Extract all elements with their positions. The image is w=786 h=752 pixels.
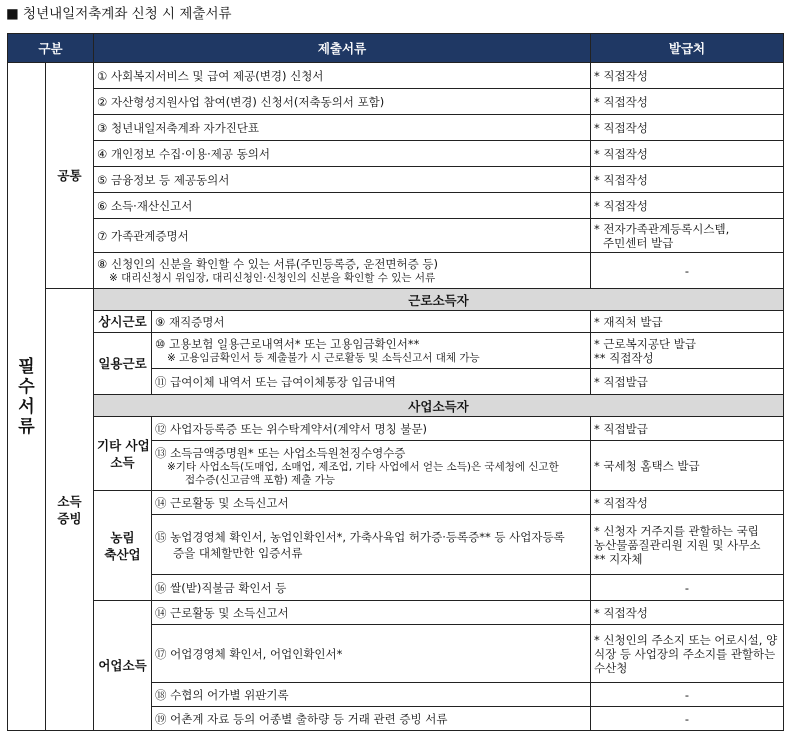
issuer-cell: * 직접작성 xyxy=(591,601,784,625)
common-label: 공통 xyxy=(46,63,94,289)
doc-cell: ④ 개인정보 수집·이용·제공 동의서 xyxy=(94,141,591,167)
doc-cell: ⑭ 근로활동 및 소득신고서 xyxy=(152,491,591,515)
doc-cell: ⑲ 어촌계 자료 등의 어종별 출하량 등 거래 관련 증빙 서류 xyxy=(152,707,591,731)
income-proof-label: 소득 증빙 xyxy=(46,289,94,731)
doc-cell: ⑬ 소득금액증명원* 또는 사업소득원천징수영수증 ※기타 사업소득(도매업, 소매업, 제조업, 기타 사업에서 얻는 소득)은 국세청에 신고한 접수증(신고금액 포함) 제출 가능 xyxy=(152,441,591,491)
group-row xyxy=(8,289,784,311)
header-issuer: 발급처 xyxy=(591,34,784,63)
doc-cell: ⑧ 신청인의 신분을 확인할 수 있는 서류(주민등록증, 운전면허증 등) ※ 대리신청시 위임장, 대리신청인·신청인의 신분을 확인할 수 있는 서류 xyxy=(94,253,591,289)
issuer-cell: * 직접작성 xyxy=(591,115,784,141)
issuer-cell: * 국세청 홈택스 발급 xyxy=(591,441,784,491)
issuer-cell: * 재직처 발급 xyxy=(591,311,784,333)
group-row xyxy=(8,395,784,417)
table-header-row xyxy=(8,34,784,63)
issuer-cell: * 신청자 거주지를 관할하는 국립 농산물품질관리원 지원 및 사무소 ** 지자체 xyxy=(591,515,784,575)
documents-table xyxy=(7,33,784,731)
doc-cell: ⑭ 근로활동 및 소득신고서 xyxy=(152,601,591,625)
regular-labor-label: 상시근로 xyxy=(94,311,152,333)
doc-cell: ⑱ 수협의 어가별 위판기록 xyxy=(152,683,591,707)
business-group-header: 사업소득자 xyxy=(94,395,784,417)
issuer-cell: - xyxy=(591,707,784,731)
doc-cell: ⑦ 가족관계증명서 xyxy=(94,219,591,253)
issuer-cell: * 직접작성 xyxy=(591,491,784,515)
doc-cell: ⑫ 사업자등록증 또는 위수탁계약서(계약서 명칭 불문) xyxy=(152,417,591,441)
doc-cell: ③ 청년내일저축계좌 자가진단표 xyxy=(94,115,591,141)
table-row xyxy=(8,141,784,167)
table-row xyxy=(8,193,784,219)
table-row xyxy=(8,89,784,115)
fishery-label: 어업소득 xyxy=(94,601,152,731)
issuer-cell: * 직접발급 xyxy=(591,369,784,395)
other-business-label: 기타 사업 소득 xyxy=(94,417,152,491)
table-row xyxy=(8,333,784,369)
labor-group-header: 근로소득자 xyxy=(94,289,784,311)
issuer-cell: * 직접작성 xyxy=(591,193,784,219)
header-category: 구분 xyxy=(8,34,94,63)
page-title: ■ 청년내일저축계좌 신청 시 제출서류 xyxy=(6,6,232,22)
table-row xyxy=(8,601,784,625)
table-row xyxy=(8,491,784,515)
issuer-cell: * 직접작성 xyxy=(591,167,784,193)
issuer-cell: - xyxy=(591,575,784,601)
doc-cell: ⑪ 급여이체 내역서 또는 급여이체통장 입금내역 xyxy=(152,369,591,395)
doc-cell: ⑥ 소득·재산신고서 xyxy=(94,193,591,219)
issuer-cell: * 직접작성 xyxy=(591,89,784,115)
issuer-cell: * 직접작성 xyxy=(591,141,784,167)
doc-cell: ⑩ 고용보험 일용근로내역서* 또는 고용임금확인서** ※ 고용임금확인서 등 제출불가 시 근로활동 및 소득신고서 대체 가능 xyxy=(152,333,591,369)
header-documents: 제출서류 xyxy=(94,34,591,63)
table-row xyxy=(8,219,784,253)
doc-cell: ⑯ 쌀(밭)직불금 확인서 등 xyxy=(152,575,591,601)
doc-cell: ⑰ 어업경영체 확인서, 어업인확인서* xyxy=(152,625,591,683)
issuer-cell: * 직접작성 xyxy=(591,63,784,89)
table-row xyxy=(8,417,784,441)
table-row xyxy=(8,311,784,333)
issuer-cell: * 전자가족관계등록시스템, 주민센터 발급 xyxy=(591,219,784,253)
required-docs-label: 필 수 서 류 xyxy=(8,63,46,731)
issuer-cell: - xyxy=(591,253,784,289)
issuer-cell: * 직접발급 xyxy=(591,417,784,441)
table-row xyxy=(8,167,784,193)
daily-labor-label: 일용근로 xyxy=(94,333,152,395)
doc-cell: ② 자산형성지원사업 참여(변경) 신청서(저축동의서 포함) xyxy=(94,89,591,115)
issuer-cell: * 근로복지공단 발급 ** 직접작성 xyxy=(591,333,784,369)
doc-cell: ⑤ 금융정보 등 제공동의서 xyxy=(94,167,591,193)
agri-label: 농림 축산업 xyxy=(94,491,152,601)
table-row xyxy=(8,63,784,89)
issuer-cell: * 신청인의 주소지 또는 어로시설, 양 식장 등 사업장의 주소지를 관할하는 수산청 xyxy=(591,625,784,683)
doc-cell: ⑨ 재직증명서 xyxy=(152,311,591,333)
table-row xyxy=(8,115,784,141)
issuer-cell: - xyxy=(591,683,784,707)
doc-cell: ⑮ 농업경영체 확인서, 농업인확인서*, 가축사육업 허가증·등록증** 등 사업자등록 증을 대체할만한 입증서류 xyxy=(152,515,591,575)
doc-cell: ① 사회복지서비스 및 급여 제공(변경) 신청서 xyxy=(94,63,591,89)
table-row xyxy=(8,253,784,289)
